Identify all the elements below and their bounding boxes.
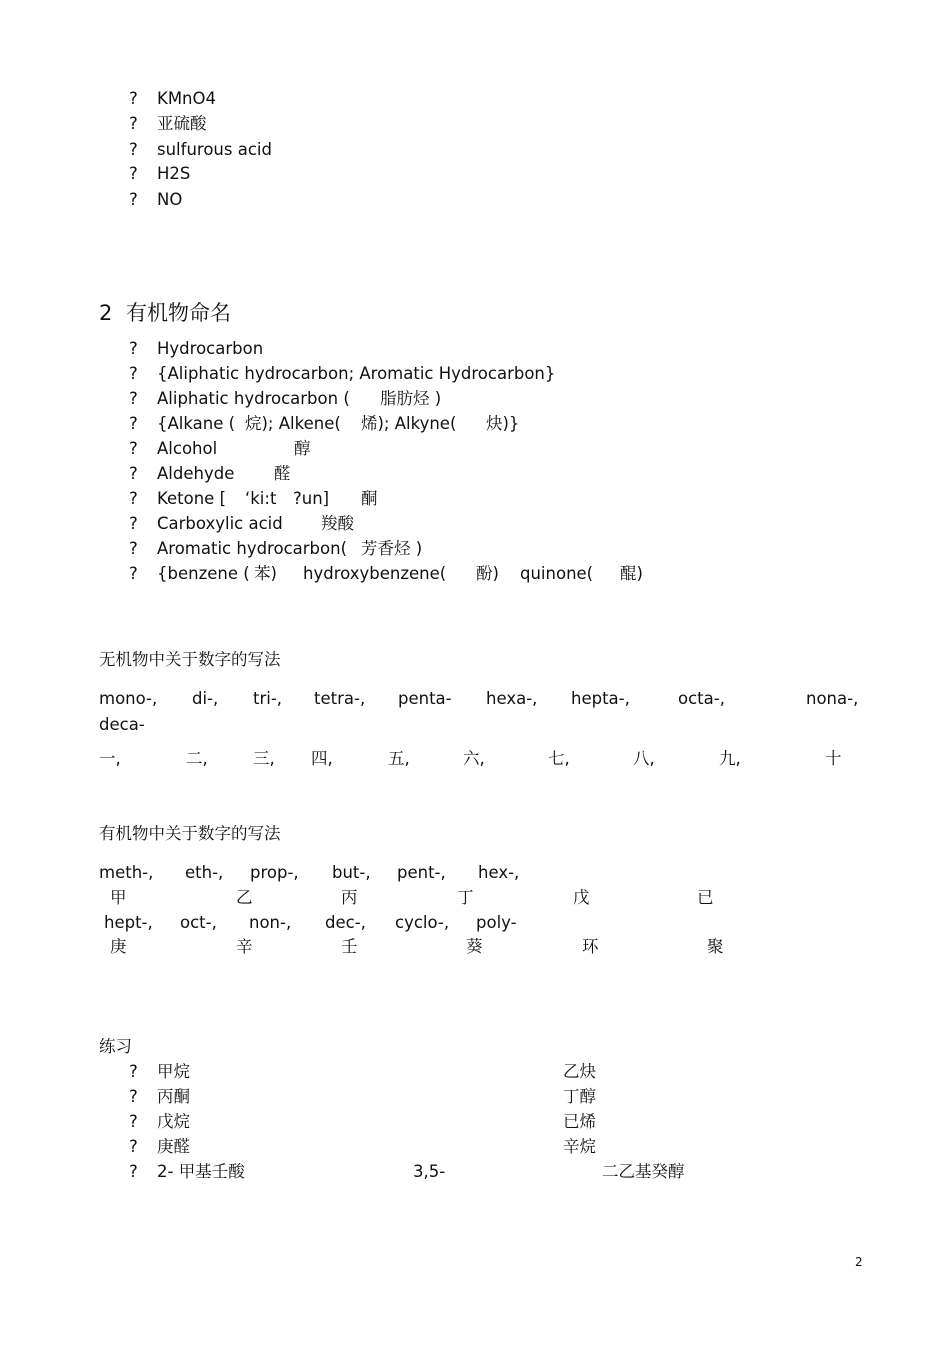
prefix: mono-, <box>99 689 158 708</box>
list-item: NO <box>157 190 183 209</box>
prefix: tri-, <box>253 689 283 708</box>
chinese-numeral: 四, <box>311 749 333 768</box>
chinese-numeral: 六, <box>463 749 485 768</box>
list-item-chinese: 醛 <box>274 464 291 483</box>
list-item: {Aliphatic hydrocarbon; Aromatic Hydrocarbon} <box>157 364 556 383</box>
list-item: sulfurous acid <box>157 140 272 159</box>
exercise-item: 二乙基癸醇 <box>602 1162 685 1181</box>
list-bullet: ? <box>129 114 138 133</box>
list-item: 亚硫酸 <box>157 114 207 133</box>
chinese-numeral: 壬 <box>341 937 358 956</box>
chinese-numeral: 戊 <box>573 888 590 907</box>
chinese-numeral: 十 <box>825 749 842 768</box>
list-bullet: ? <box>129 564 138 583</box>
list-bullet: ? <box>129 339 138 358</box>
chinese-numeral: 八, <box>633 749 655 768</box>
list-item-chinese: 酮 <box>361 489 378 508</box>
list-bullet: ? <box>129 489 138 508</box>
chinese-numeral: 二, <box>186 749 208 768</box>
list-bullet: ? <box>129 140 138 159</box>
list-item: {Alkane ( <box>157 414 236 433</box>
prefix: penta- <box>398 689 452 708</box>
list-item: Aromatic hydrocarbon( <box>157 539 347 558</box>
list-item-chinese: 脂肪烃 ) <box>380 389 442 408</box>
list-item-part: 苯) <box>254 564 277 583</box>
list-item-part: quinone( <box>520 564 594 583</box>
chinese-numeral: 三, <box>253 749 275 768</box>
exercise-item: 已烯 <box>563 1112 596 1131</box>
list-bullet: ? <box>129 1062 138 1081</box>
chinese-numeral: 九, <box>719 749 741 768</box>
list-item-part: ‘ki:t <box>245 489 277 508</box>
prefix: meth-, <box>99 863 154 882</box>
exercise-item: 2- 甲基壬酸 <box>157 1162 245 1181</box>
list-bullet: ? <box>129 1162 138 1181</box>
list-item-chinese: 芳香烃 ) <box>361 539 423 558</box>
exercise-item: 甲烷 <box>157 1062 190 1081</box>
chinese-numeral: 已 <box>697 888 714 907</box>
list-bullet: ? <box>129 190 138 209</box>
list-item: Aldehyde <box>157 464 235 483</box>
chinese-numeral: 七, <box>548 749 570 768</box>
subsection-heading: 有机物中关于数字的写法 <box>99 824 281 843</box>
chinese-numeral: 庚 <box>110 937 127 956</box>
prefix: hept-, <box>104 913 153 932</box>
exercise-item: 辛烷 <box>563 1137 596 1156</box>
list-bullet: ? <box>129 89 138 108</box>
list-bullet: ? <box>129 364 138 383</box>
subsection-heading: 无机物中关于数字的写法 <box>99 650 281 669</box>
prefix: non-, <box>249 913 292 932</box>
list-bullet: ? <box>129 1112 138 1131</box>
prefix: pent-, <box>397 863 446 882</box>
list-item-part: ?un] <box>293 489 330 508</box>
list-item: H2S <box>157 164 191 183</box>
prefix: di-, <box>192 689 219 708</box>
list-bullet: ? <box>129 1137 138 1156</box>
list-item: KMnO4 <box>157 89 216 108</box>
prefix: deca- <box>99 715 145 734</box>
prefix: octa-, <box>678 689 725 708</box>
page-number: 2 <box>855 1255 863 1269</box>
subsection-heading: 练习 <box>99 1037 132 1056</box>
chinese-numeral: 一, <box>99 749 121 768</box>
exercise-item: 戊烷 <box>157 1112 190 1131</box>
prefix: hex-, <box>478 863 520 882</box>
exercise-item: 丙酮 <box>157 1087 190 1106</box>
prefix: hepta-, <box>571 689 630 708</box>
prefix: eth-, <box>185 863 224 882</box>
list-item-part: 烯); Alkyne( <box>361 414 457 433</box>
chinese-numeral: 丁 <box>457 888 474 907</box>
list-bullet: ? <box>129 164 138 183</box>
list-item: Hydrocarbon <box>157 339 264 358</box>
list-bullet: ? <box>129 439 138 458</box>
prefix: tetra-, <box>314 689 366 708</box>
prefix: hexa-, <box>486 689 538 708</box>
list-bullet: ? <box>129 464 138 483</box>
list-item-part: 炔)} <box>486 414 520 433</box>
exercise-item: 庚醛 <box>157 1137 190 1156</box>
exercise-item: 丁醇 <box>563 1087 596 1106</box>
list-item: {benzene ( <box>157 564 250 583</box>
prefix: poly- <box>476 913 517 932</box>
chinese-numeral: 辛 <box>236 937 253 956</box>
list-item-part: hydroxybenzene( <box>303 564 447 583</box>
list-item-part: 烷); Alkene( <box>245 414 341 433</box>
list-item: Carboxylic acid <box>157 514 283 533</box>
list-item-chinese: 醇 <box>294 439 311 458</box>
list-item: Aliphatic hydrocarbon ( <box>157 389 350 408</box>
chinese-numeral: 丙 <box>341 888 358 907</box>
chinese-numeral: 环 <box>582 937 599 956</box>
section-number: 2 <box>99 301 113 325</box>
list-item-part: 酚) <box>476 564 499 583</box>
list-bullet: ? <box>129 514 138 533</box>
list-item: Ketone [ <box>157 489 227 508</box>
list-item: Alcohol <box>157 439 218 458</box>
prefix: prop-, <box>250 863 299 882</box>
list-bullet: ? <box>129 389 138 408</box>
exercise-item: 乙炔 <box>563 1062 596 1081</box>
prefix: oct-, <box>180 913 217 932</box>
prefix: cyclo-, <box>395 913 450 932</box>
chinese-numeral: 五, <box>388 749 410 768</box>
list-item-part: 醌) <box>620 564 643 583</box>
chinese-numeral: 聚 <box>707 937 724 956</box>
list-item-chinese: 羧酸 <box>321 514 354 533</box>
list-bullet: ? <box>129 539 138 558</box>
chinese-numeral: 甲 <box>110 888 127 907</box>
exercise-item: 3,5- <box>413 1162 446 1181</box>
chinese-numeral: 乙 <box>236 888 253 907</box>
prefix: dec-, <box>325 913 366 932</box>
prefix: nona-, <box>806 689 859 708</box>
chinese-numeral: 葵 <box>466 937 483 956</box>
section-title: 有机物命名 <box>126 301 231 325</box>
list-bullet: ? <box>129 414 138 433</box>
list-bullet: ? <box>129 1087 138 1106</box>
prefix: but-, <box>332 863 371 882</box>
